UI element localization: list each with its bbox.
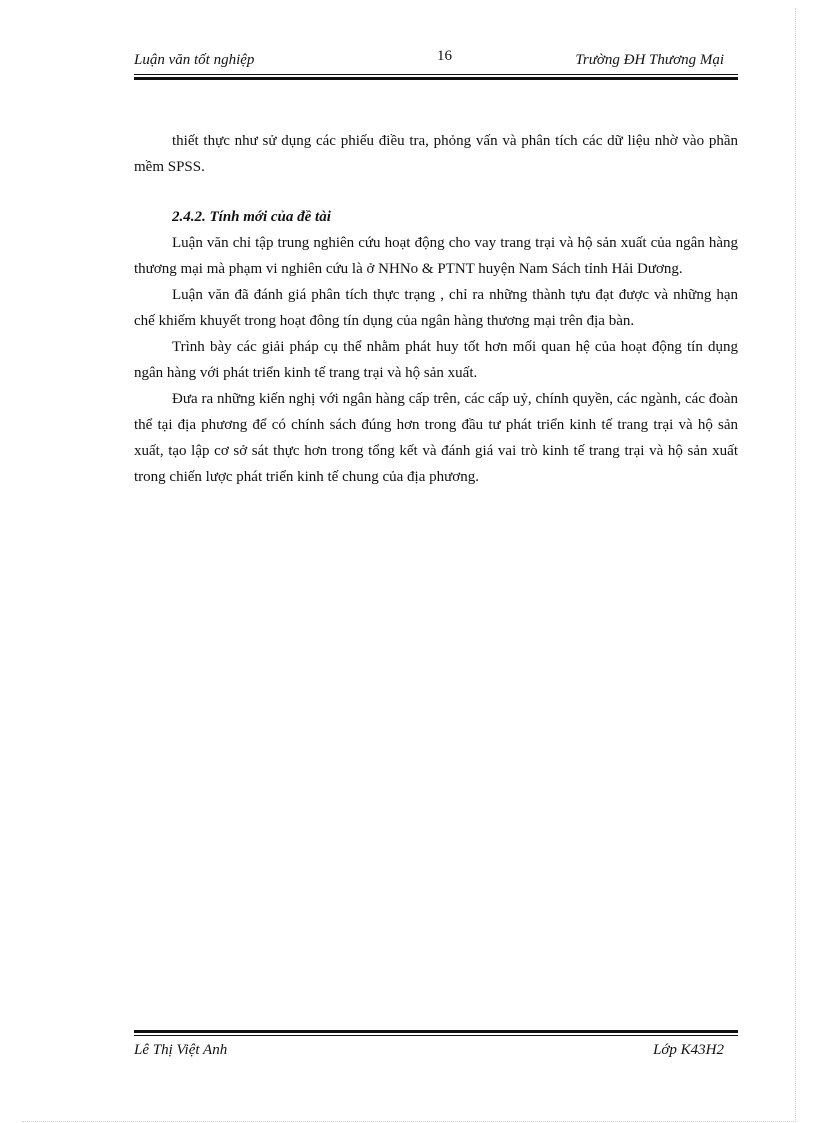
header-rule-thin [134, 74, 738, 75]
continuation-paragraph: thiết thực như sử dụng các phiếu điều tra, phỏng vấn và phân tích các dữ liệu nhờ vào phần mềm SPSS. [134, 133, 738, 175]
body-text [134, 128, 738, 490]
page-number: 16 [437, 48, 452, 64]
header-left-title: Luận văn tốt nghiệp [134, 52, 255, 68]
section-title: 2.4.2. Tính mới của đề tài [172, 209, 331, 225]
header-right-title: Trường ĐH Thương Mại [575, 52, 724, 68]
footer-author: Lê Thị Việt Anh [134, 1042, 228, 1058]
footer-class: Lớp K43H2 [653, 1042, 724, 1058]
header-rule-thick [134, 77, 738, 80]
paragraph-1: Luận văn chỉ tập trung nghiên cứu hoạt động cho vay trang trại và hộ sản xuất của ngân hàng thương mại mà phạm vi nghiên cứu là ở NHNo & PTNT huyện Nam Sách tỉnh Hải Dương. [134, 235, 738, 277]
paragraph-2: Luận văn đã đánh giá phân tích thực trạng , chỉ ra những thành tựu đạt được và những hạn chế khiếm khuyết trong hoạt đông tín dụng của ngân hàng thương mại trên địa bàn. [134, 287, 738, 329]
footer-rule-thick [134, 1030, 738, 1033]
paragraph-4: Đưa ra những kiến nghị với ngân hàng cấp trên, các cấp uỷ, chính quyền, các ngành, các đoàn thể tại địa phương để có chính sách đúng hơn trong đầu tư phát triển kinh tế trang trại và hộ sản xuất, tạo lập cơ sở sát thực hơn trong tổng kết và đánh giá vai trò kinh tế trang trại và hộ sản xuất trong chiến lược phát triển kinh tế chung của địa phương. [134, 391, 738, 485]
paragraph-3: Trình bày các giải pháp cụ thể nhằm phát huy tốt hơn mối quan hệ của hoạt động tín dụng ngân hàng với phát triển kinh tế trang trại và hộ sản xuất. [134, 339, 738, 381]
footer-rule-thin [134, 1035, 738, 1036]
